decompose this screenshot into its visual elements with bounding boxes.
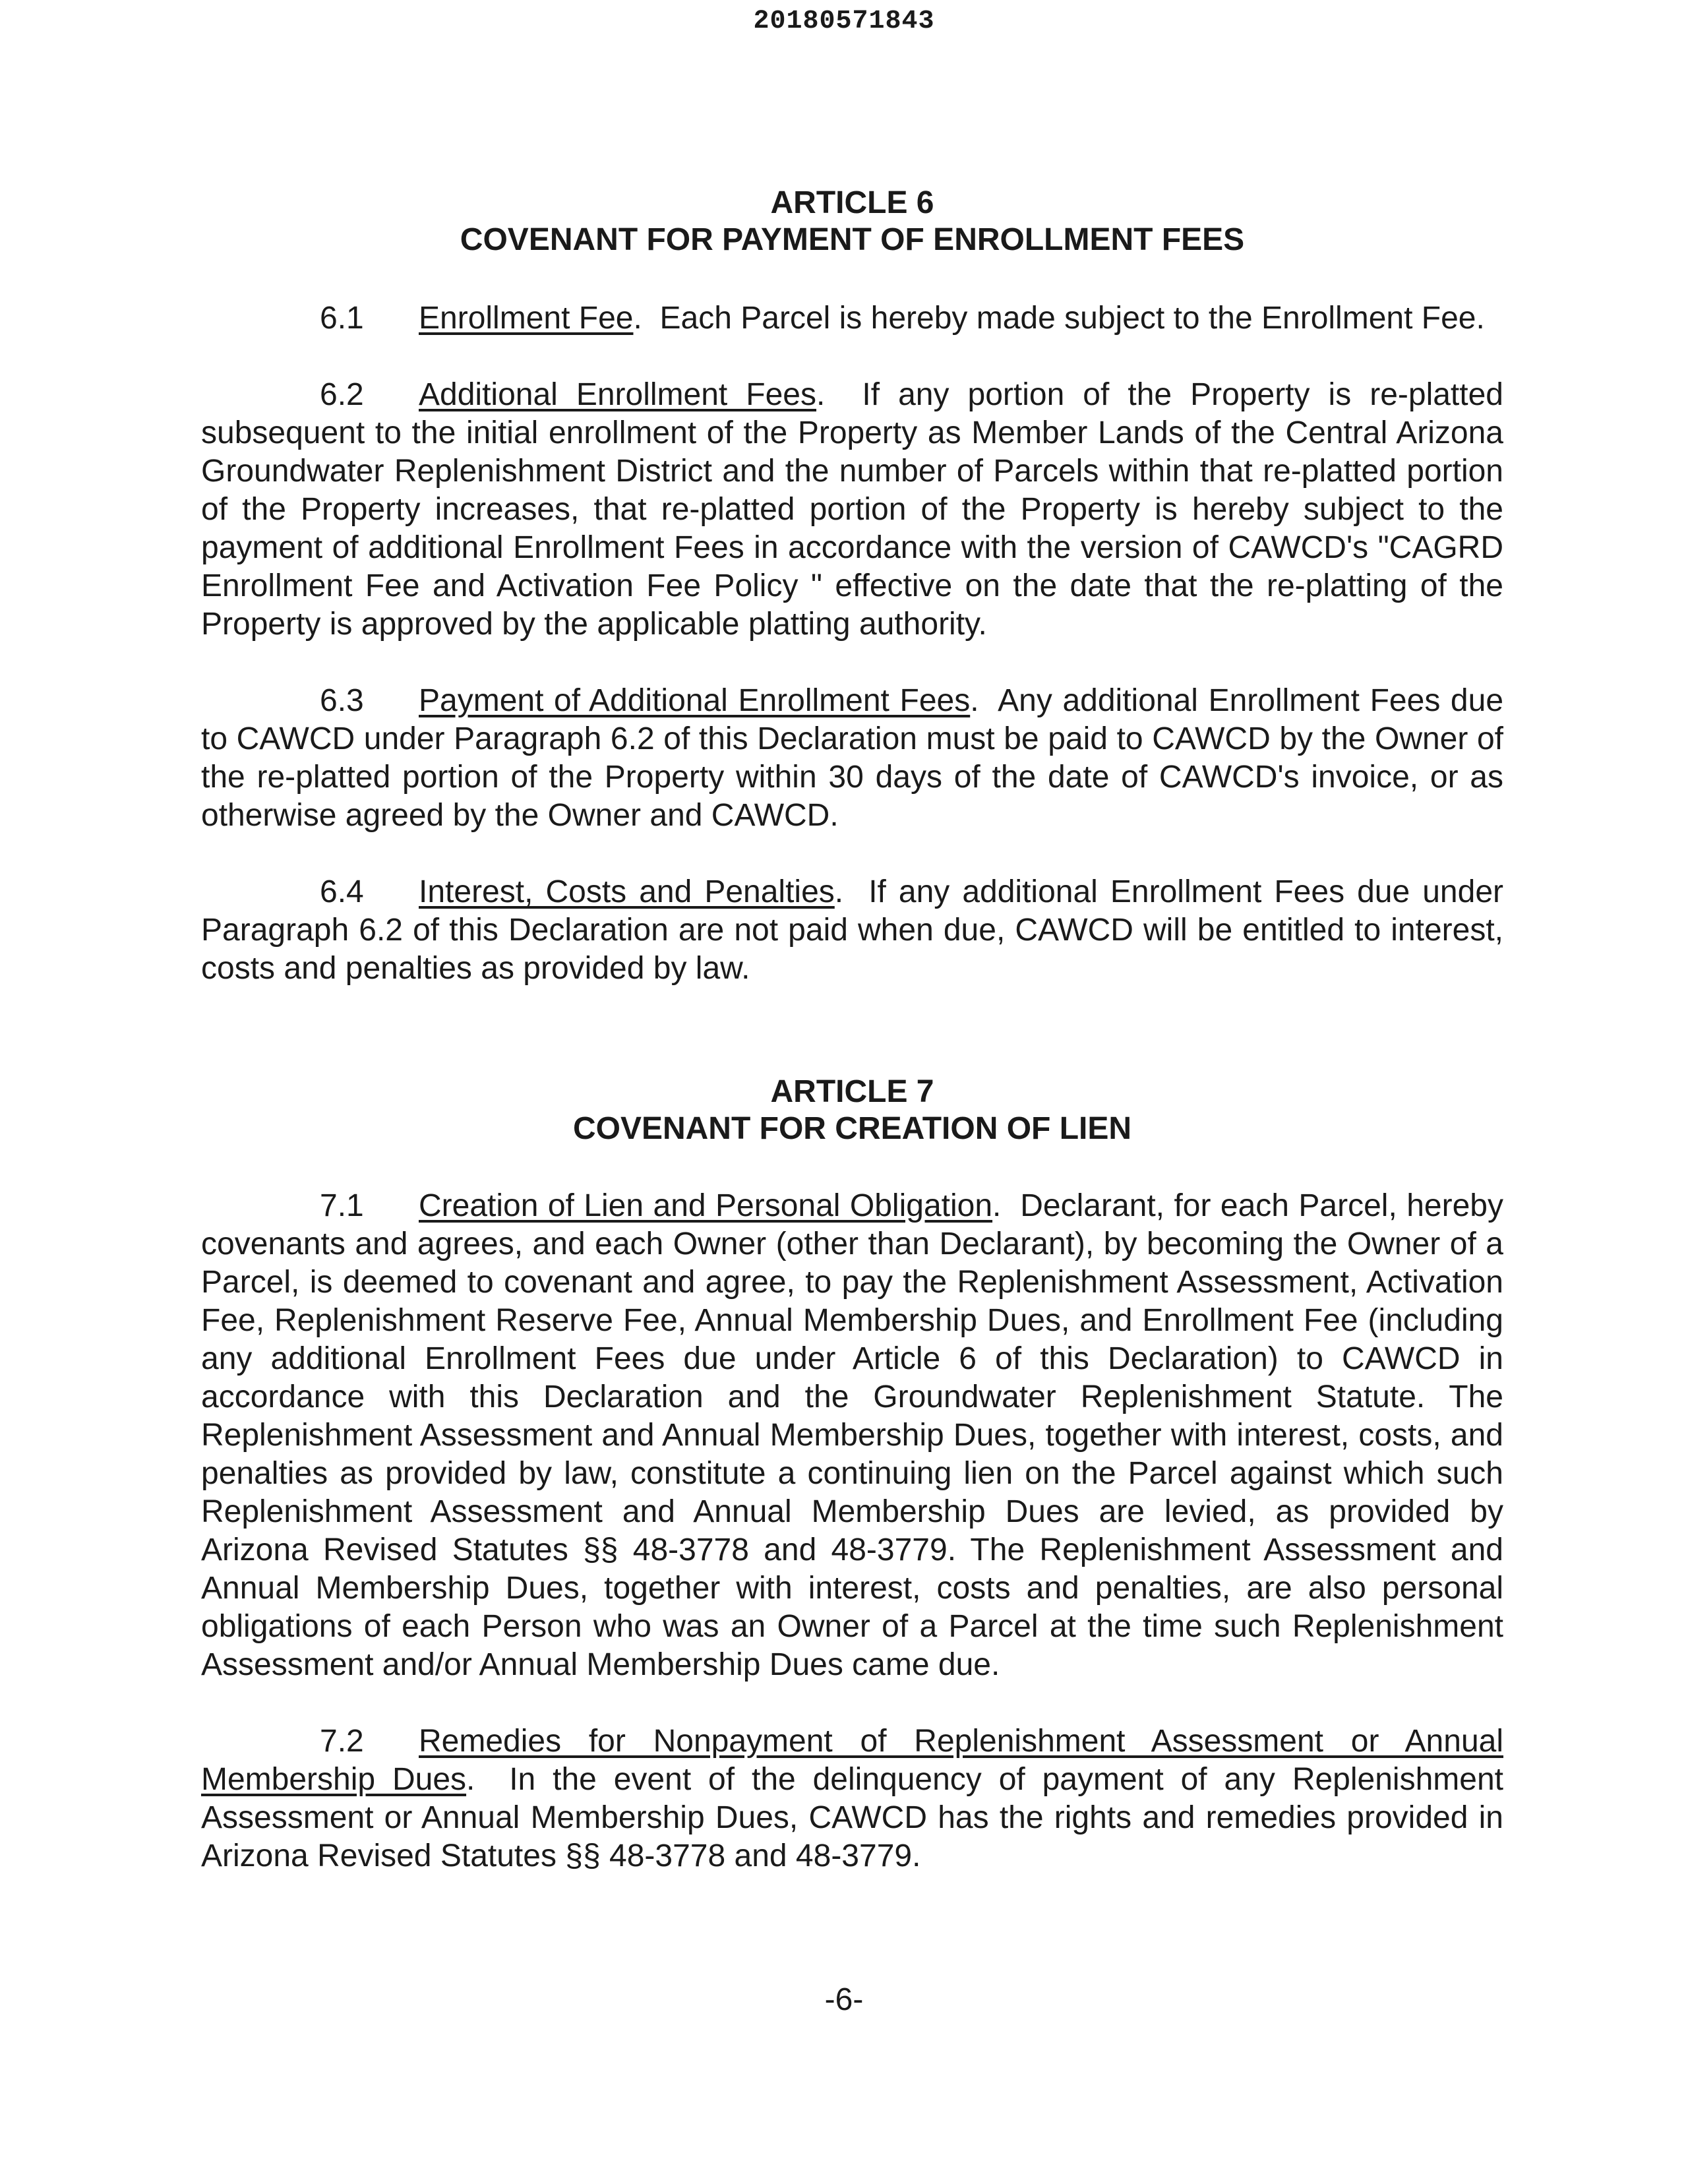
page-number: -6- bbox=[824, 1982, 864, 2017]
section-caption: Enrollment Fee bbox=[419, 301, 634, 336]
section-caption: Interest, Costs and Penalties bbox=[419, 874, 835, 909]
section-number: 6.1 bbox=[320, 301, 364, 336]
section-caption: Payment of Additional Enrollment Fees bbox=[419, 683, 971, 718]
article-6-title: ARTICLE 6 bbox=[770, 185, 934, 220]
section-6-2: 6.2 Additional Enrollment Fees. If any portion of the Property is re-platted subsequent to the initial enrollment of the Property as Member Lands of the Central Arizona Groundwater Replenishment District and the number of Parcels within that re-platted portion of the Property increases, that re-platted portion of the Property is hereby subject to the payment of additional Enrollment Fees in accordance with the version of CAWCD's "CAGRD Enrollment Fee and Activation Fee Policy " effective on the date that the re-platting of the Property is approved by the applicable platting authority. bbox=[201, 377, 1503, 642]
article-6-heading bbox=[201, 185, 1503, 258]
section-text: In the event of the delinquency of payment of any Replenishment Assessment or Annual Membership Dues, CAWCD has the rights and remedies provided in Arizona Revised Statutes §§ 48-3778 and 48-3779. bbox=[201, 1762, 1504, 1873]
document-number: 20180571843 bbox=[753, 7, 935, 36]
section-text: If any portion of the Property is re-platted subsequent to the initial enrollment of the Property as Member Lands of the Central Arizona Groundwater Replenishment District and the number of Parcels within that re-platted portion of the Property increases, that re-platted portion of the Property is hereby subject to the payment of additional Enrollment Fees in accordance with the version of CAWCD's "CAGRD Enrollment Fee and Activation Fee Policy " effective on the date that the re-platting of the Property is approved by the applicable platting authority. bbox=[201, 377, 1503, 642]
section-caption: Additional Enrollment Fees bbox=[419, 377, 817, 412]
article-7-title: ARTICLE 7 bbox=[770, 1074, 934, 1109]
section-6-4: 6.4 Interest, Costs and Penalties. If any additional Enrollment Fees due under Paragraph 6.2 of this Declaration are not paid when due, CAWCD will be entitled to interest, costs and penalties as provided by law. bbox=[201, 874, 1503, 986]
article-7-heading bbox=[201, 1074, 1503, 1147]
section-caption: Creation of Lien and Personal Obligation bbox=[419, 1188, 993, 1223]
section-number: 6.4 bbox=[320, 874, 364, 909]
section-number: 7.1 bbox=[320, 1188, 364, 1223]
section-caption: Remedies for Nonpayment of Replenishment Assessment or Annual Membership Dues bbox=[201, 1724, 1503, 1797]
section-6-1: 6.1 Enrollment Fee. Each Parcel is hereby made subject to the Enrollment Fee. bbox=[201, 299, 1503, 338]
section-number: 7.2 bbox=[320, 1724, 364, 1759]
section-text: If any additional Enrollment Fees due under Paragraph 6.2 of this Declaration are not paid when due, CAWCD will be entitled to interest, costs and penalties as provided by law. bbox=[201, 874, 1503, 986]
section-text: Declarant, for each Parcel, hereby covenants and agrees, and each Owner (other than Declarant), by becoming the Owner of a Parcel, is deemed to covenant and agree, to pay the Replenishment Assessment, Activation Fee, Replenishment Reserve Fee, Annual Membership Dues, and Enrollment Fee (including any additional Enrollment Fees due under Article 6 of this Declaration) to CAWCD in accordance with this Declaration and the Groundwater Replenishment Statute. The Replenishment Assessment and Annual Membership Dues, together with interest, costs, and penalties as provided by law, constitute a continuing lien on the Parcel against which such Replenishment Assessment and Annual Membership Dues are levied, as provided by Arizona Revised Statutes §§ 48-3778 and 48-3779. The Replenishment Assessment and Annual Membership Dues, together with interest, costs and penalties, are also personal obligations of each Person who was an Owner of a Parcel at the time such Replenishment Assessment and/or Annual Membership Dues came due. bbox=[201, 1188, 1503, 1682]
article-7-subtitle: COVENANT FOR CREATION OF LIEN bbox=[572, 1111, 1132, 1146]
section-6-3: 6.3 Payment of Additional Enrollment Fees. Any additional Enrollment Fees due to CAWCD under Paragraph 6.2 of this Declaration must be paid to CAWCD by the Owner of the re-platted portion of the Property within 30 days of the date of CAWCD's invoice, or as otherwise agreed by the Owner and CAWCD. bbox=[201, 683, 1504, 833]
section-text: Each Parcel is hereby made subject to the Enrollment Fee. bbox=[659, 301, 1485, 336]
section-number: 6.3 bbox=[320, 683, 364, 718]
section-number: 6.2 bbox=[320, 377, 364, 412]
section-text: Any additional Enrollment Fees due to CAWCD under Paragraph 6.2 of this Declaration must be paid to CAWCD by the Owner of the re-platted portion of the Property within 30 days of the date of CAWCD's invoice, or as otherwise agreed by the Owner and CAWCD. bbox=[201, 683, 1504, 833]
section-7-1: 7.1 Creation of Lien and Personal Obligation. Declarant, for each Parcel, hereby covenants and agrees, and each Owner (other than Declarant), by becoming the Owner of a Parcel, is deemed to covenant and agree, to pay the Replenishment Assessment, Activation Fee, Replenishment Reserve Fee, Annual Membership Dues, and Enrollment Fee (including any additional Enrollment Fees due under Article 6 of this Declaration) to CAWCD in accordance with this Declaration and the Groundwater Replenishment Statute. The Replenishment Assessment and Annual Membership Dues, together with interest, costs, and penalties as provided by law, constitute a continuing lien on the Parcel against which such Replenishment Assessment and Annual Membership Dues are levied, as provided by Arizona Revised Statutes §§ 48-3778 and 48-3779. The Replenishment Assessment and Annual Membership Dues, together with interest, costs and penalties, are also personal obligations of each Person who was an Owner of a Parcel at the time such Replenishment Assessment and/or Annual Membership Dues came due. bbox=[201, 1188, 1503, 1682]
page-content bbox=[201, 185, 1503, 1875]
section-7-2: 7.2 Remedies for Nonpayment of Replenishment Assessment or Annual Membership Dues. In the event of the delinquency of payment of any Replenishment Assessment or Annual Membership Dues, CAWCD has the rights and remedies provided in Arizona Revised Statutes §§ 48-3778 and 48-3779. bbox=[201, 1724, 1504, 1873]
article-6-subtitle: COVENANT FOR PAYMENT OF ENROLLMENT FEES bbox=[460, 222, 1245, 257]
